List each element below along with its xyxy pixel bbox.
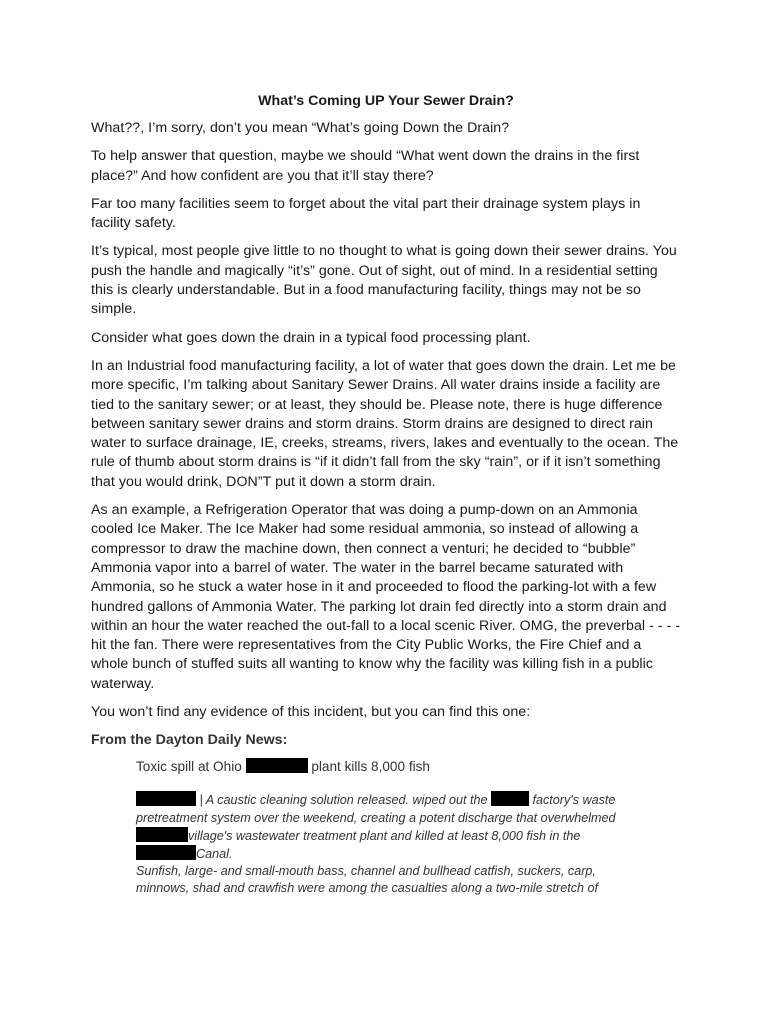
paragraph-5: Consider what goes down the drain in a typical food processing plant. — [91, 329, 531, 346]
redaction-bar — [136, 827, 188, 842]
news-excerpt — [136, 791, 641, 897]
paragraph-7: As an example, a Refrigeration Operator that was doing a pump-down on an Ammonia cooled Ice Maker. The Ice Maker had some residual ammonia, so instead of allowing a compressor to draw the machine down, then connect a venturi; he decided to “bubble” Ammonia vapor into a barrel of water. The water in the barrel became saturated with Ammonia, so he stuck a water hose in it and proceeded to flood the parking-lot with a few hundred gallons of Ammonia Water. The parking lot drain fed directly into a storm drain and within an hour the water reached the out-fall to a local scenic River. OMG, the preverbal - - - - hit the fan. There were representatives from the City Public Works, the Fire Chief and a whole bunch of stuffed suits all wanting to know why the facility was killing fish in a public waterway. — [91, 502, 681, 692]
news-headline — [136, 758, 641, 776]
excerpt-text-2: factory's waste pretreatment system over the weekend, creating a potent discharge that overwhelmed — [136, 793, 616, 825]
redaction-bar — [246, 758, 308, 773]
paragraph-3: Far too many facilities seem to forget about the vital part their drainage system plays in facility safety. — [91, 195, 641, 232]
redaction-bar — [136, 791, 196, 806]
excerpt-text-1: | A caustic cleaning solution released. wiped out the — [196, 793, 491, 808]
excerpt-text-4: Canal. — [196, 846, 233, 861]
document-title: What’s Coming UP Your Sewer Drain? — [258, 93, 514, 109]
excerpt-text-5: Sunfish, large- and small-mouth bass, channel and bullhead catfish, suckers, carp, minnows, shad and crawfish were among the casualties along a two-mile stretch of — [136, 864, 598, 896]
redaction-bar — [136, 845, 196, 860]
document-page — [91, 92, 681, 898]
headline-part-1: Toxic spill at Ohio — [136, 759, 242, 775]
headline-part-2: plant kills 8,000 fish — [311, 759, 430, 775]
paragraph-2: To help answer that question, maybe we should “What went down the drains in the first place?” And how confident are you that it’ll stay there? — [91, 148, 640, 184]
paragraph-1: What??, I’m sorry, don’t you mean “What’s going Down the Drain? — [91, 120, 510, 136]
redaction-bar — [491, 791, 529, 806]
excerpt-text-3: village's wastewater treatment plant and killed at least 8,000 fish in the — [188, 828, 581, 843]
paragraph-4: It’s typical, most people give little to no thought to what is going down their sewer drains. You push the handle and magically “it’s” gone. Out of sight, out of mind. In a residential setting this is clearly understandable. But in a food manufacturing facility, things may not be so simple. — [91, 243, 677, 318]
source-heading: From the Dayton Daily News: — [91, 732, 288, 749]
news-quote — [136, 758, 641, 897]
paragraph-8: You won’t find any evidence of this incident, but you can find this one: — [91, 704, 531, 721]
paragraph-6: In an Industrial food manufacturing facility, a lot of water that goes down the drain. Let me be more specific, I’m talking about Sanitary Sewer Drains. All water drains inside a facility are tied to the sanitary sewer; or at least, they should be. Please note, there is huge difference between sanitary sewer drains and storm drains. Storm drains are designed to direct rain water to surface drainage, IE, creeks, streams, rivers, lakes and eventually to the ocean. The rule of thumb about storm drains is “if it didn’t fall from the sky “rain”, or if it isn’t something that you would drink, DON”T put it down a storm drain. — [91, 357, 679, 490]
